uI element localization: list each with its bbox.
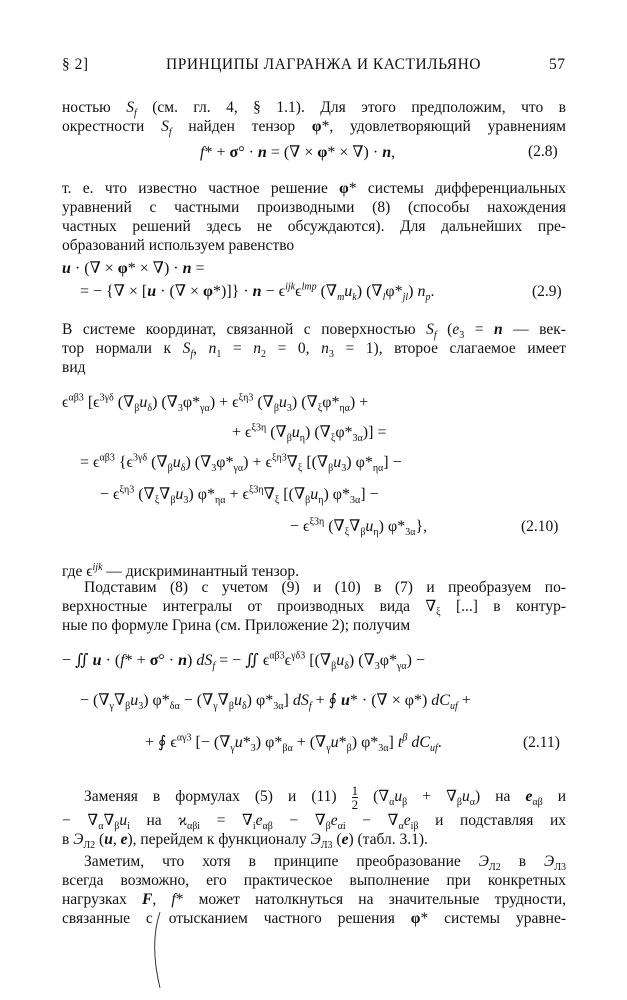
text-line: Заменяя в формулах (5) и (11) $\frac{1}{2}$ $(\nabla_\alpha u_\beta + \nabla_\beta u_\alpha)$ на $e_{\alpha\beta}$ и (84, 783, 567, 812)
text-line: нагрузках F, f* может натолкнуться на значительные трудности, (62, 891, 566, 908)
equation-number: (2.9) (532, 283, 562, 300)
pen-mark (148, 910, 178, 990)
equation-2-9-line2: = − {∇ × [u · (∇ × $\varphi*)]\} \cdot n - \epsilon^{ijk}\epsilon^{lmp}$ $(\nabla_mu_k)$ $(\nabla_l\varphi*_{jl})$ $n_p$. (80, 281, 435, 304)
text-line: т. е. что известно частное решение φ* системы дифференциальных (62, 180, 567, 197)
text-line: частных решений здесь не обсуждаются). Для дальнейших пре- (62, 218, 566, 235)
equation-2-10-line5: − $\epsilon^{\xi 3\eta}$ $(\nabla_\xi\nabla_\beta u_\eta)$ $\varphi*_{3\alpha}$}, (290, 516, 428, 539)
equation-number: (2.10) (521, 518, 559, 535)
text-line: в $Э_{Л2}$ (u, e), перейдем к функционалу $Э_{Л3}$ (e) (табл. 3.1). (62, 831, 428, 852)
text-line: тор нормали к $S_f$, $n_1 = n_2 = 0$, $n_3 = 1$), второе слагаемое имеет (62, 340, 566, 361)
text-line: В системе координат, связанной с поверхностью $S_f$ ($e_3 = n$ — век- (62, 321, 566, 342)
text-line: верхностные интегралы от производных вида $\nabla_\xi$ [...] в контур- (62, 598, 566, 619)
equation-number: (2.11) (523, 734, 560, 751)
equation-2-11-line2: − $(\nabla_\gamma\nabla_\beta u_3) \varphi*_{\delta\alpha} - (\nabla_\gamma\nabla_\beta u_\delta)$ $\varphi*_{3\alpha}$] $dS_f$ + ∮ u* · (∇ × φ*) $dC_{uf}$ + (80, 692, 471, 713)
text-line: Заметим, что хотя в принципе преобразование $Э_{Л2}$ в $Э_{Л3}$ (84, 853, 566, 874)
section-label: § 2] (62, 56, 89, 73)
text-line-content: ностью $S_f$ (см. гл. 4, § 1.1). Для этого предположим, что в (62, 99, 566, 120)
equation-2-10-line4: − $\epsilon^{\xi\eta 3}$ $(\nabla_\xi\nabla_\beta u_3) \varphi*_{\eta\alpha} + \epsilon^{\xi 3\eta}\nabla_\xi$ $[(\nabla_\beta u_\eta) \varphi*_{3\alpha}]$ − (100, 484, 379, 507)
equation-2-10-line1: $\epsilon^{\alpha\beta 3}$ [$\epsilon^{3\gamma\delta}$ $(\nabla_\beta u_\delta) (\nabla_3\varphi*_{\gamma\alpha}) + \epsilon^{\xi\eta 3}$ $(\nabla_\beta u_3) (\nabla_\xi\varphi*_{\eta\alpha})$ + (62, 392, 369, 415)
text-line: всегда возможно, его практическое выполнение при конкретных (62, 872, 566, 889)
text-line: − $\nabla_\alpha\nabla_\beta u_i$ на $ϰ_{\alpha\beta i} = \nabla_ie_{\alpha\beta} - \nabla_\beta e_{\alpha i} - \nabla_\alpha e_{i\beta}$ и подставляя их (62, 812, 566, 833)
equation-2-10-line2: + $\epsilon^{\xi 3\eta}$ $(\nabla_\beta u_\eta) (\nabla_\xi\varphi*_{3\alpha})$] = (232, 422, 387, 445)
text-line: уравнений с частными производными (8) (способы нахождения (62, 199, 566, 216)
running-title: ПРИНЦИПЫ ЛАГРАНЖА И КАСТИЛЬЯНО (166, 56, 481, 73)
equation-2-11-line1: − ∬ u · (f* + σ° · n) $dS_f$ = − ∬ $\epsilon^{\alpha\beta 3}\epsilon^{\gamma\delta 3}$ [$(\nabla_\beta u_\delta) (\nabla_3\varphi*_{\gamma\alpha})$ − (62, 650, 425, 673)
text-line: вид (62, 359, 86, 376)
equation-2-11-line3: + ∮ $\epsilon^{\alpha\gamma 3}$ [− $(\nabla_\gamma u*_3) \varphi*_{\beta\alpha} + (\nabla_\gamma u*_\beta)$ $\varphi*_{3\alpha}$] $t^\beta$ $dC_{uf}$. (145, 732, 442, 755)
text-line: связанные с отысканием частного решения φ* системы уравне- (62, 910, 567, 927)
text-line: окрестности $S_f$ найден тензор φ*, удовлетворяющий уравнениям (62, 118, 566, 139)
text-line: где $\epsilon^{ijk}$ — дискриминантный тензор. (62, 562, 299, 581)
page-number: 57 (549, 56, 566, 73)
equation-2-8: f* + σ° · n = (∇ × φ* × ∇) · n, (200, 144, 396, 161)
text-line: ные по формуле Грина (см. Приложение 2); получим (62, 617, 411, 634)
text-line: образований используем равенство (62, 237, 295, 254)
equation-2-10-line3: = $\epsilon^{\alpha\beta 3}$ {$\epsilon^{3\gamma\delta}$ $(\nabla_\beta u_\delta) (\nabla_3\varphi*_{\gamma\alpha}) + \epsilon^{\xi\eta 3}\nabla_\xi$ $[(\nabla_\beta u_3) \varphi*_{\eta\alpha}]$ − (80, 452, 402, 475)
text-line: Подставим (8) с учетом (9) и (10) в (7) и преобразуем по- (84, 579, 566, 596)
equation-2-9-line1: u · (∇ × φ* × ∇) · n = (62, 260, 205, 277)
equation-number: (2.8) (528, 143, 558, 160)
